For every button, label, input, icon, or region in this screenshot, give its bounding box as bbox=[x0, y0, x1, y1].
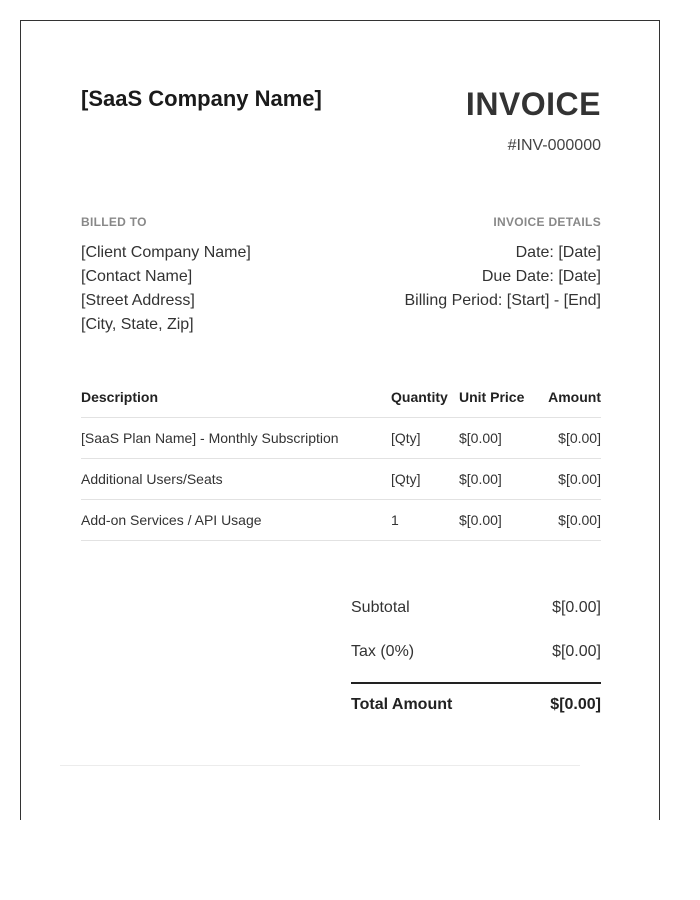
line-items-table bbox=[81, 377, 601, 541]
total-row bbox=[351, 684, 601, 726]
table-row bbox=[81, 418, 601, 459]
item-description: Additional Users/Seats bbox=[81, 459, 391, 500]
footer-divider bbox=[60, 765, 580, 766]
header-unit-price: Unit Price bbox=[459, 377, 534, 418]
tax-value: $[0.00] bbox=[552, 643, 601, 660]
invoice-details-block bbox=[404, 241, 601, 313]
table-row bbox=[81, 459, 601, 500]
street-address: [Street Address] bbox=[81, 292, 195, 309]
billing-period: Billing Period: [Start] - [End] bbox=[404, 292, 601, 309]
invoice-title: INVOICE bbox=[465, 86, 601, 122]
subtotal-value: $[0.00] bbox=[552, 599, 601, 616]
billed-to-block bbox=[81, 241, 251, 337]
company-name: [SaaS Company Name] bbox=[81, 86, 322, 111]
invoice-details-label: INVOICE DETAILS bbox=[493, 215, 601, 229]
table-header-row bbox=[81, 377, 601, 418]
total-label: Total Amount bbox=[351, 696, 453, 713]
tax-label: Tax (0%) bbox=[351, 643, 415, 660]
contact-name: [Contact Name] bbox=[81, 268, 193, 285]
item-amount: $[0.00] bbox=[534, 459, 601, 500]
item-unit-price: $[0.00] bbox=[459, 500, 534, 541]
header-description: Description bbox=[81, 377, 391, 418]
invoice-date: Date: [Date] bbox=[515, 244, 601, 261]
tax-row bbox=[351, 630, 601, 674]
table-row bbox=[81, 500, 601, 541]
item-unit-price: $[0.00] bbox=[459, 459, 534, 500]
subtotal-row bbox=[351, 586, 601, 630]
item-unit-price: $[0.00] bbox=[459, 418, 534, 459]
item-amount: $[0.00] bbox=[534, 418, 601, 459]
client-company-name: [Client Company Name] bbox=[81, 244, 251, 261]
totals-block bbox=[351, 586, 601, 726]
city-state-zip: [City, State, Zip] bbox=[81, 316, 194, 333]
item-description: Add-on Services / API Usage bbox=[81, 500, 391, 541]
item-quantity: 1 bbox=[391, 500, 459, 541]
item-quantity: [Qty] bbox=[391, 418, 459, 459]
billed-to-label: BILLED TO bbox=[81, 215, 147, 229]
invoice-sheet bbox=[20, 20, 660, 820]
item-quantity: [Qty] bbox=[391, 459, 459, 500]
total-value: $[0.00] bbox=[550, 696, 601, 713]
header-quantity: Quantity bbox=[391, 377, 459, 418]
header-amount: Amount bbox=[534, 377, 601, 418]
invoice-number: #INV-000000 bbox=[507, 137, 601, 154]
invoice-due-date: Due Date: [Date] bbox=[481, 268, 601, 285]
item-amount: $[0.00] bbox=[534, 500, 601, 541]
item-description: [SaaS Plan Name] - Monthly Subscription bbox=[81, 418, 391, 459]
subtotal-label: Subtotal bbox=[351, 599, 410, 616]
